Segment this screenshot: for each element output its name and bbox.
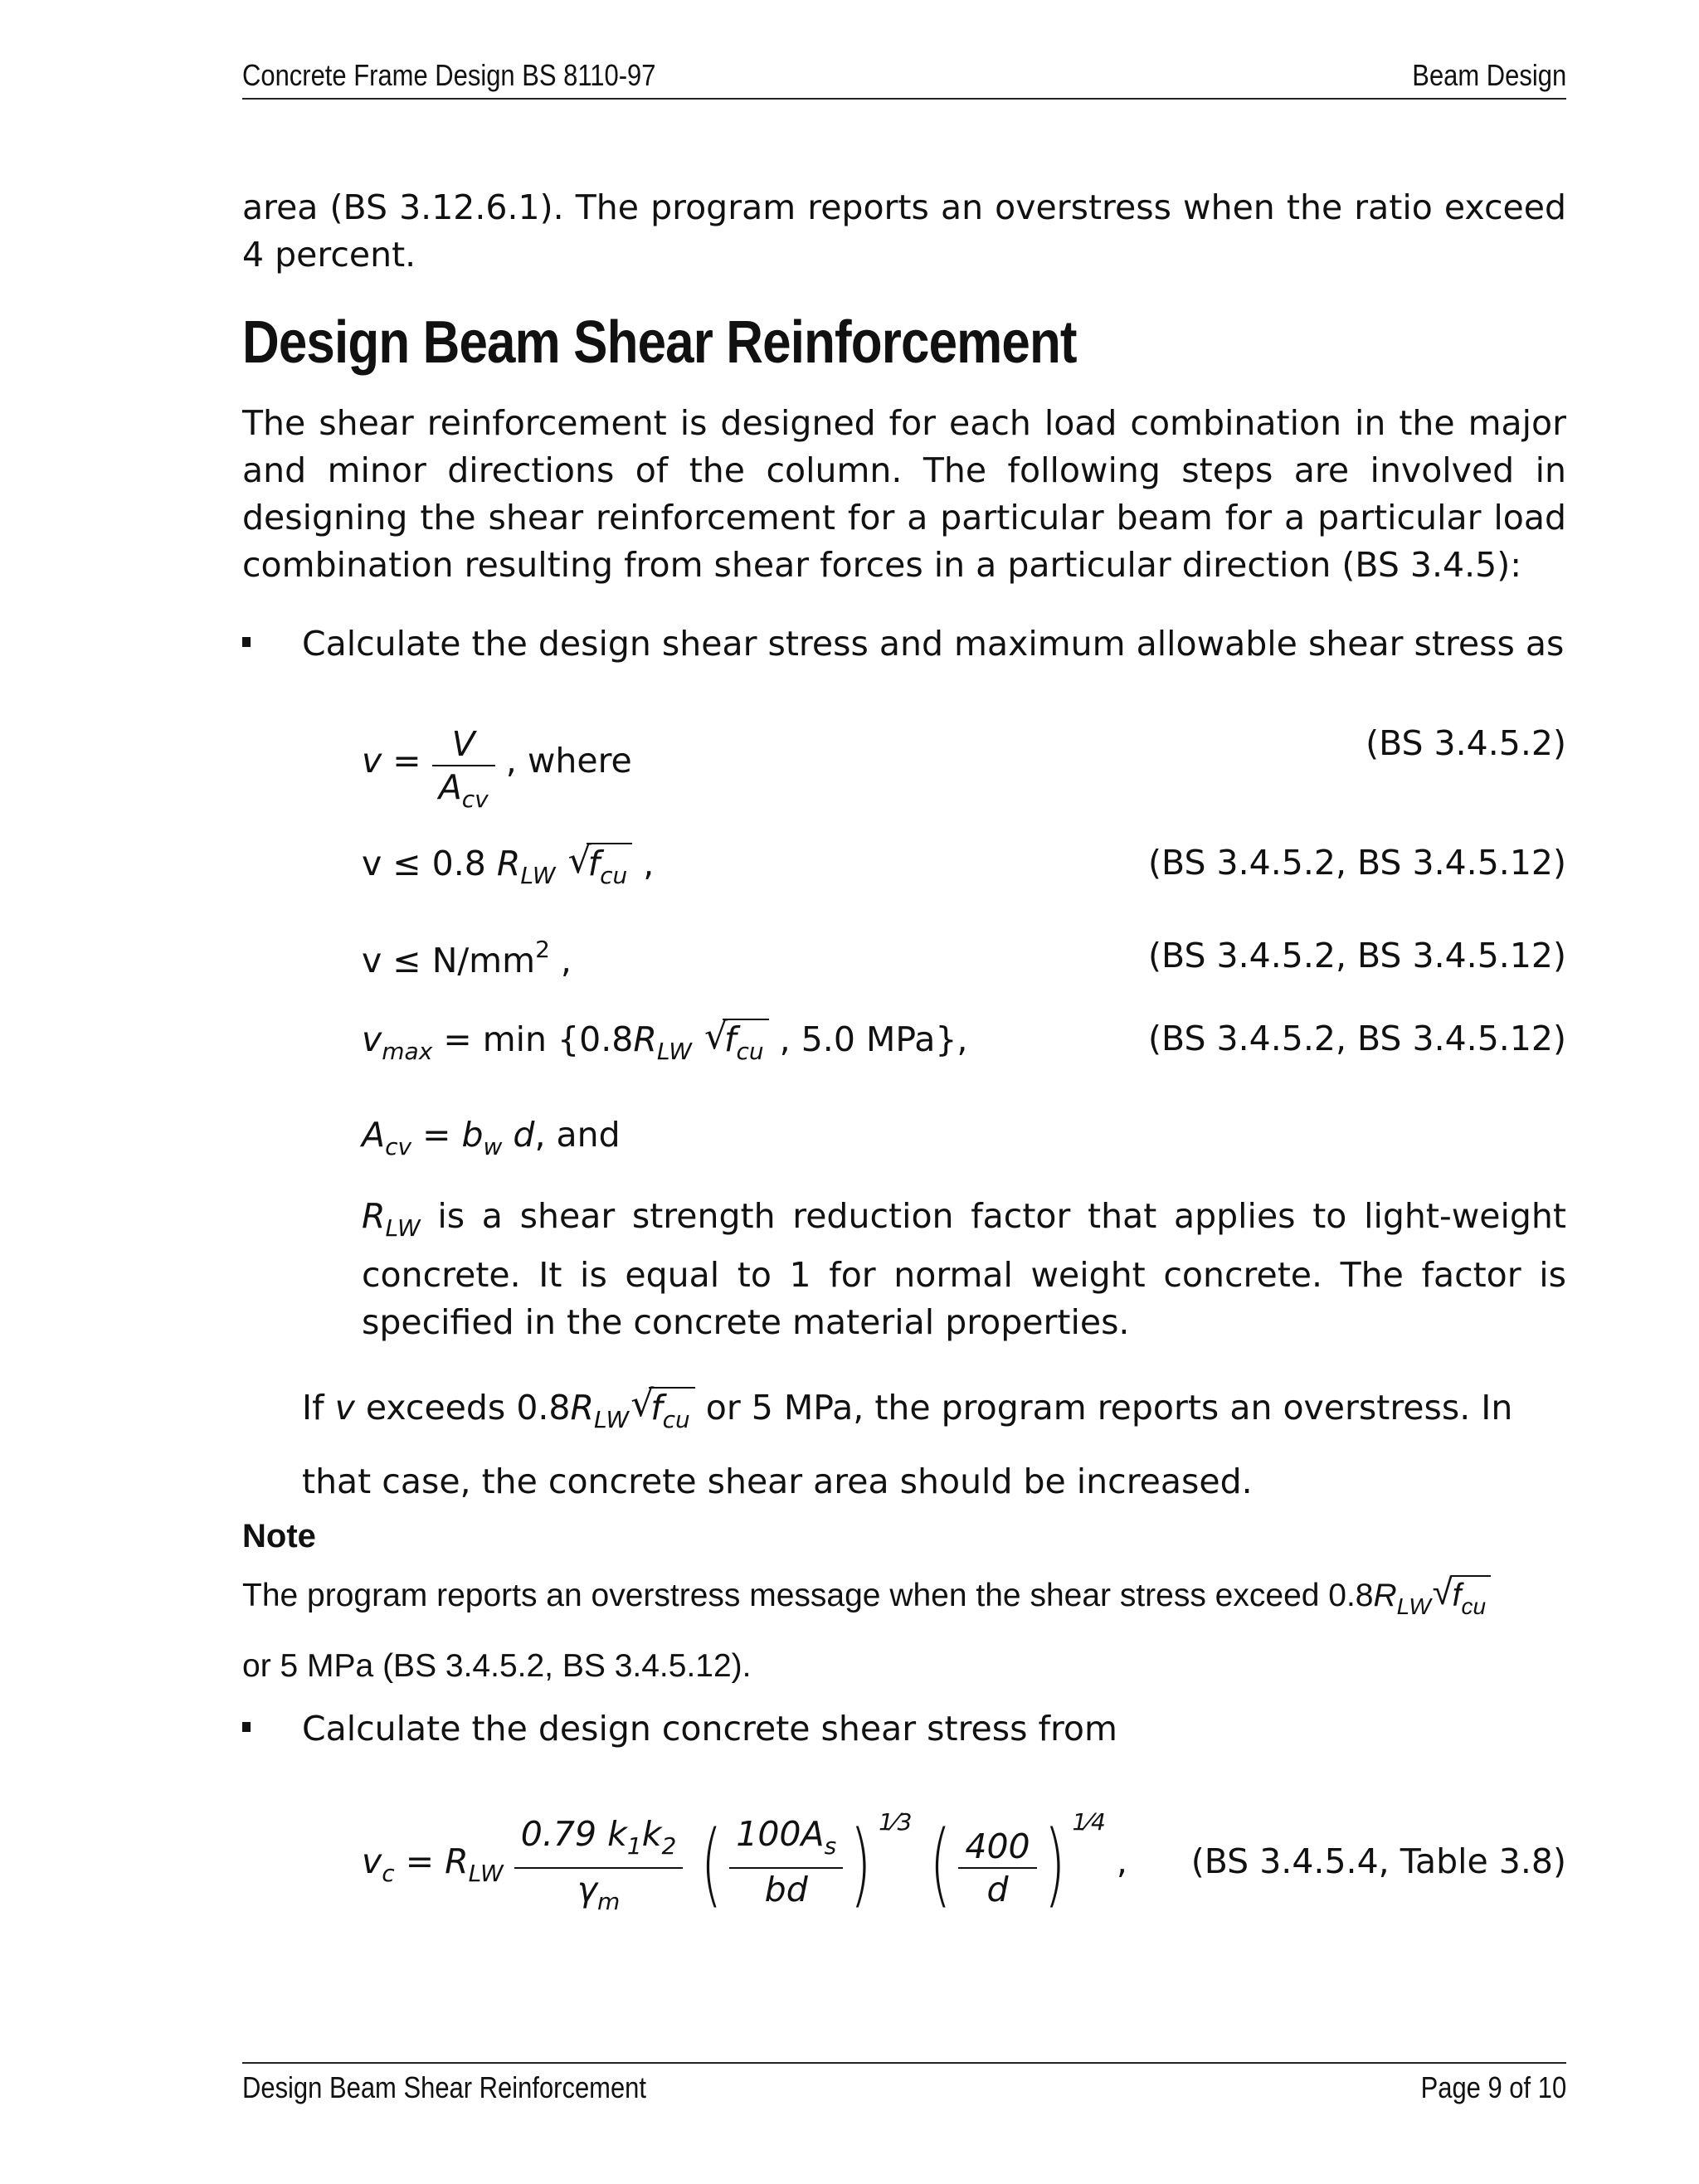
page-footer [242, 2070, 1567, 2105]
note-body: The program reports an overstress message when the shear stress exceed $0.8R_{LW}√$ $f_{cu}$ or 5 MPa (BS 3.4.5.2, BS 3.4.5.12). [242, 1566, 1586, 1696]
equation-shear-limit-2: $v \le N/mm^2$ , (BS 3.4.5.2, BS 3.4.5.12) [362, 936, 1566, 980]
equation-reference: (BS 3.4.5.4, Table 3.8) [1190, 1841, 1566, 1881]
equation-vmax: $v_{max} = \min \{0.8R_{LW}$ √ $f_{cu}$ , 5.0 MPa}, (BS 3.4.5.2, BS 3.4.5.12) [362, 1019, 1566, 1068]
intro-paragraph: area (BS 3.12.6.1). The program reports an overstress when the ratio exceed 4 percent. [242, 187, 1566, 275]
bullet-marker [242, 1722, 251, 1732]
equation-reference: (BS 3.4.5.2) [1366, 723, 1566, 763]
footer-page-number: Page 9 of 10 [1420, 2070, 1567, 2104]
equation-reference: (BS 3.4.5.2, BS 3.4.5.12) [1148, 936, 1566, 975]
overstress-paragraph: If v exceeds $0.8R_{LW}√$ $f_{cu}$ or 5 MPa, the program reports an overstress. In that case, the concrete shear area should be increased. [302, 1377, 1566, 1512]
header-rule [242, 98, 1566, 100]
equation-shear-limit-1: v ≤ 0.8 $R_{LW}$ √ $f_{cu}$ , (BS 3.4.5.2, BS 3.4.5.12) [362, 843, 1566, 893]
bullet-text: Calculate the design shear stress and maximum allowable shear stress as [302, 624, 1565, 664]
section-paragraph: The shear reinforcement is designed for each load combination in the major and minor directions of the column. The following steps are involved in designing the shear reinforcement for a particular beam for a particular load combination resulting from shear forces in a particular direction (BS 3.4.5): [242, 403, 1566, 585]
header-right: Beam Design [1412, 58, 1567, 92]
footer-left: Design Beam Shear Reinforcement [242, 2070, 647, 2104]
equation-reference: (BS 3.4.5.2, BS 3.4.5.12) [1148, 843, 1566, 883]
page-header [242, 58, 1567, 93]
section-title: Design Beam Shear Reinforcement [242, 309, 1077, 376]
equation-design-shear-stress: v = $\frac{V}{A_{cv}}$ , where (BS 3.4.5.2) [362, 723, 1566, 813]
bullet-marker [242, 637, 251, 647]
equation-reference: (BS 3.4.5.2, BS 3.4.5.12) [1148, 1019, 1566, 1058]
equation-acv: $A_{cv} = b_w$ d, and [362, 1115, 621, 1160]
header-left: Concrete Frame Design BS 8110-97 [242, 58, 656, 92]
footer-rule [242, 2062, 1566, 2064]
bullet-text: Calculate the design concrete shear stress from [302, 1709, 1117, 1749]
note-title: Note [242, 1518, 316, 1554]
equation-concrete-shear-stress: $v_c = R_{LW}$ $\frac{0.79 k_1k_2}{\gamma_m}$ ( $\frac{100A_s}{bd}$ ) $^{1⁄3}$ ( $\frac{400}{d}$ ) $^{1⁄4}$ , (BS 3.4.5.4, Table 3.8) [362, 1808, 1566, 1917]
rlw-definition: $R_{LW}$ is a shear strength reduction factor that applies to light-weight concrete. It is equal to 1 for normal weight concrete. The factor is specified in the concrete material properties. [362, 1196, 1566, 1342]
